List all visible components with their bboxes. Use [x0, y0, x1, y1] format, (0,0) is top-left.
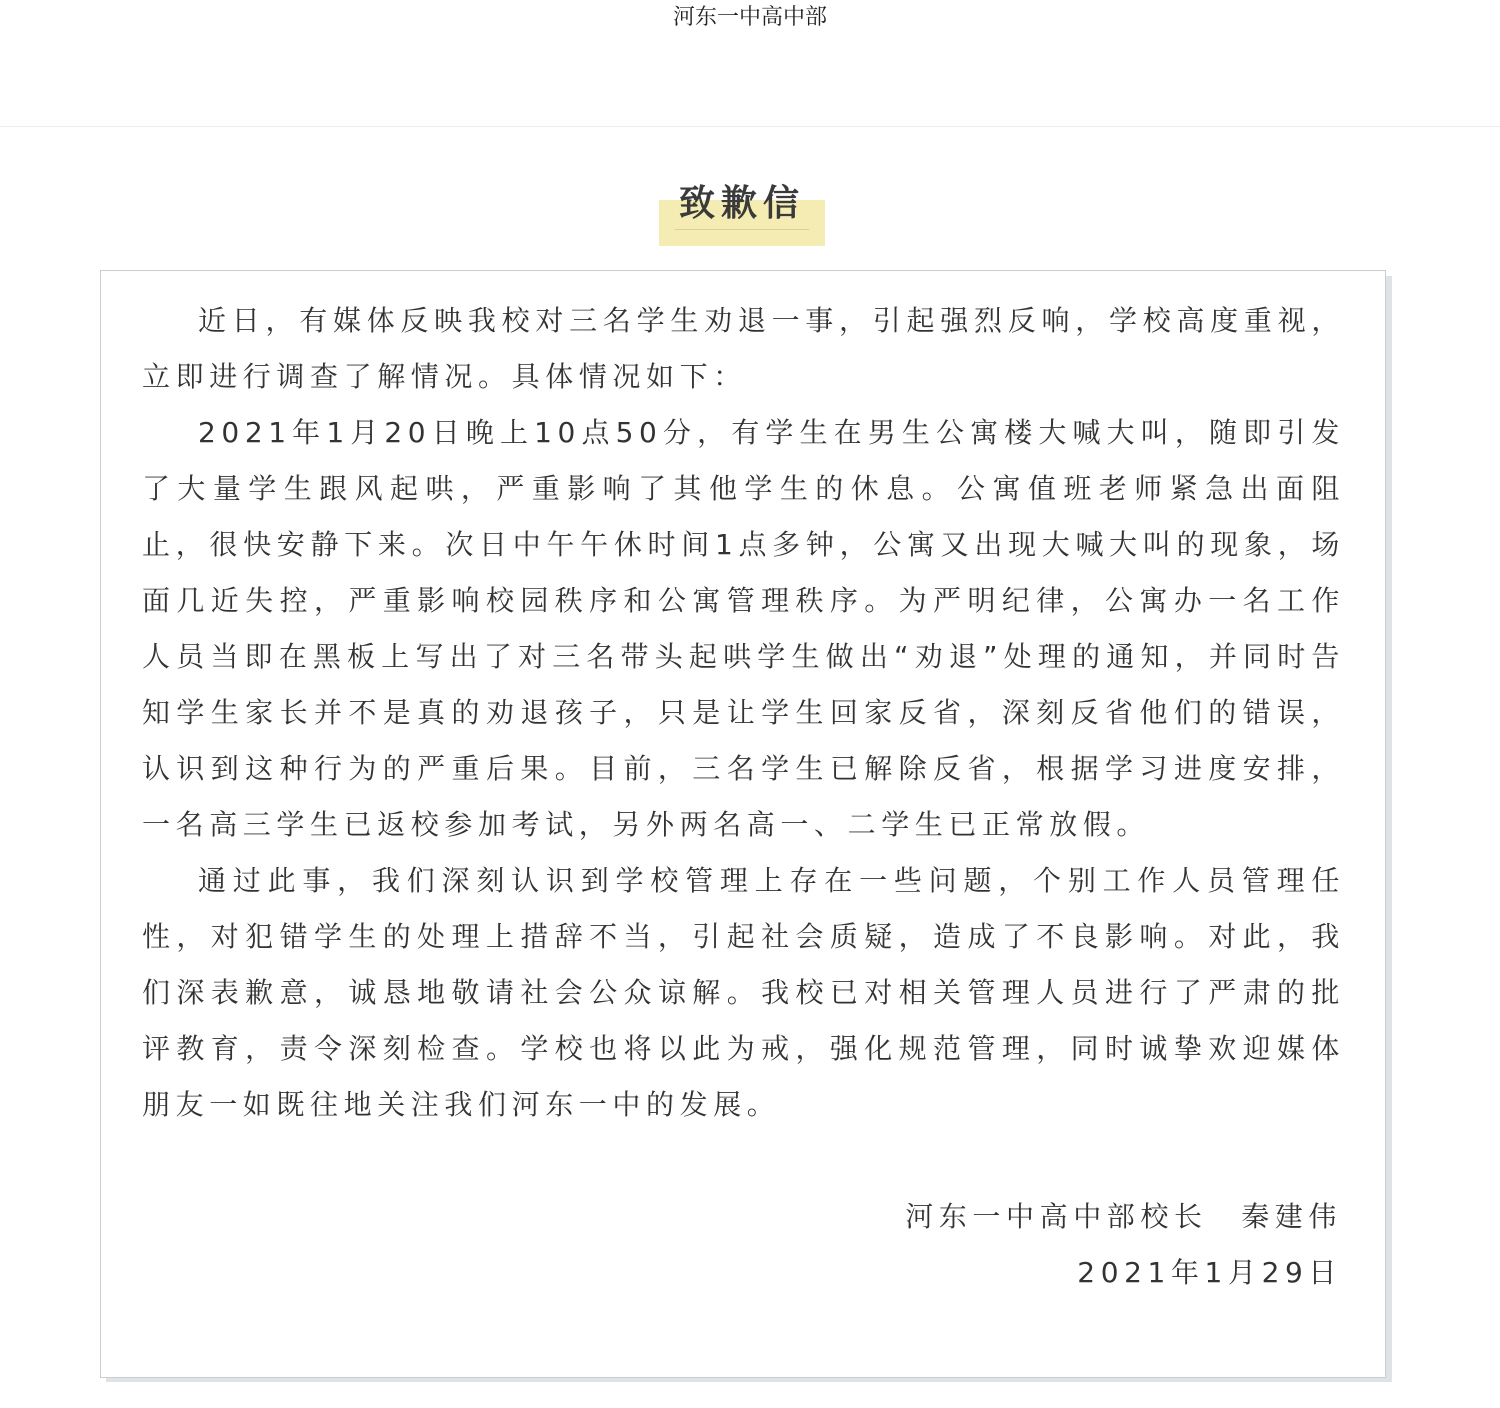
signature: 河东一中高中部校长 秦建伟	[905, 1200, 1342, 1233]
letter-paragraph: 近日，有媒体反映我校对三名学生劝退一事，引起强烈反响，学校高度重视，立即进行调查了解情况。具体情况如下：	[142, 304, 1345, 393]
letter-body	[142, 293, 1345, 1133]
title-underline	[675, 229, 809, 230]
page-header	[0, 0, 1500, 127]
letter-title-block	[659, 182, 825, 246]
account-name: 河东一中高中部	[672, 5, 827, 30]
letter-card	[100, 270, 1386, 1378]
signature-date: 2021年1月29日	[1077, 1256, 1342, 1289]
letter-paragraph: 2021年1月20日晚上10点50分，有学生在男生公寓楼大喊大叫，随即引发了大量学生跟风起哄，严重影响了其他学生的休息。公寓值班老师紧急出面阻止，很快安静下来。次日中午午休时间1点多钟，公寓又出现大喊大叫的现象，场面几近失控，严重影响校园秩序和公寓管理秩序。为严明纪律，公寓办一名工作人员当即在黑板上写出了对三名带头起哄学生做出“劝退”处理的通知，并同时告知学生家长并不是真的劝退孩子，只是让学生回家反省，深刻反省他们的错误，认识到这种行为的严重后果。目前，三名学生已解除反省，根据学习进度安排，一名高三学生已返校参加考试，另外两名高一、二学生已正常放假。	[142, 416, 1345, 841]
letter-paragraph: 通过此事，我们深刻认识到学校管理上存在一些问题，个别工作人员管理任性，对犯错学生的处理上措辞不当，引起社会质疑，造成了不良影响。对此，我们深表歉意，诚恳地敬请社会公众谅解。我校已对相关管理人员进行了严肃的批评教育，责令深刻检查。学校也将以此为戒，强化规范管理，同时诚挚欢迎媒体朋友一如既往地关注我们河东一中的发展。	[142, 864, 1345, 1121]
letter-title: 致歉信	[678, 183, 805, 224]
